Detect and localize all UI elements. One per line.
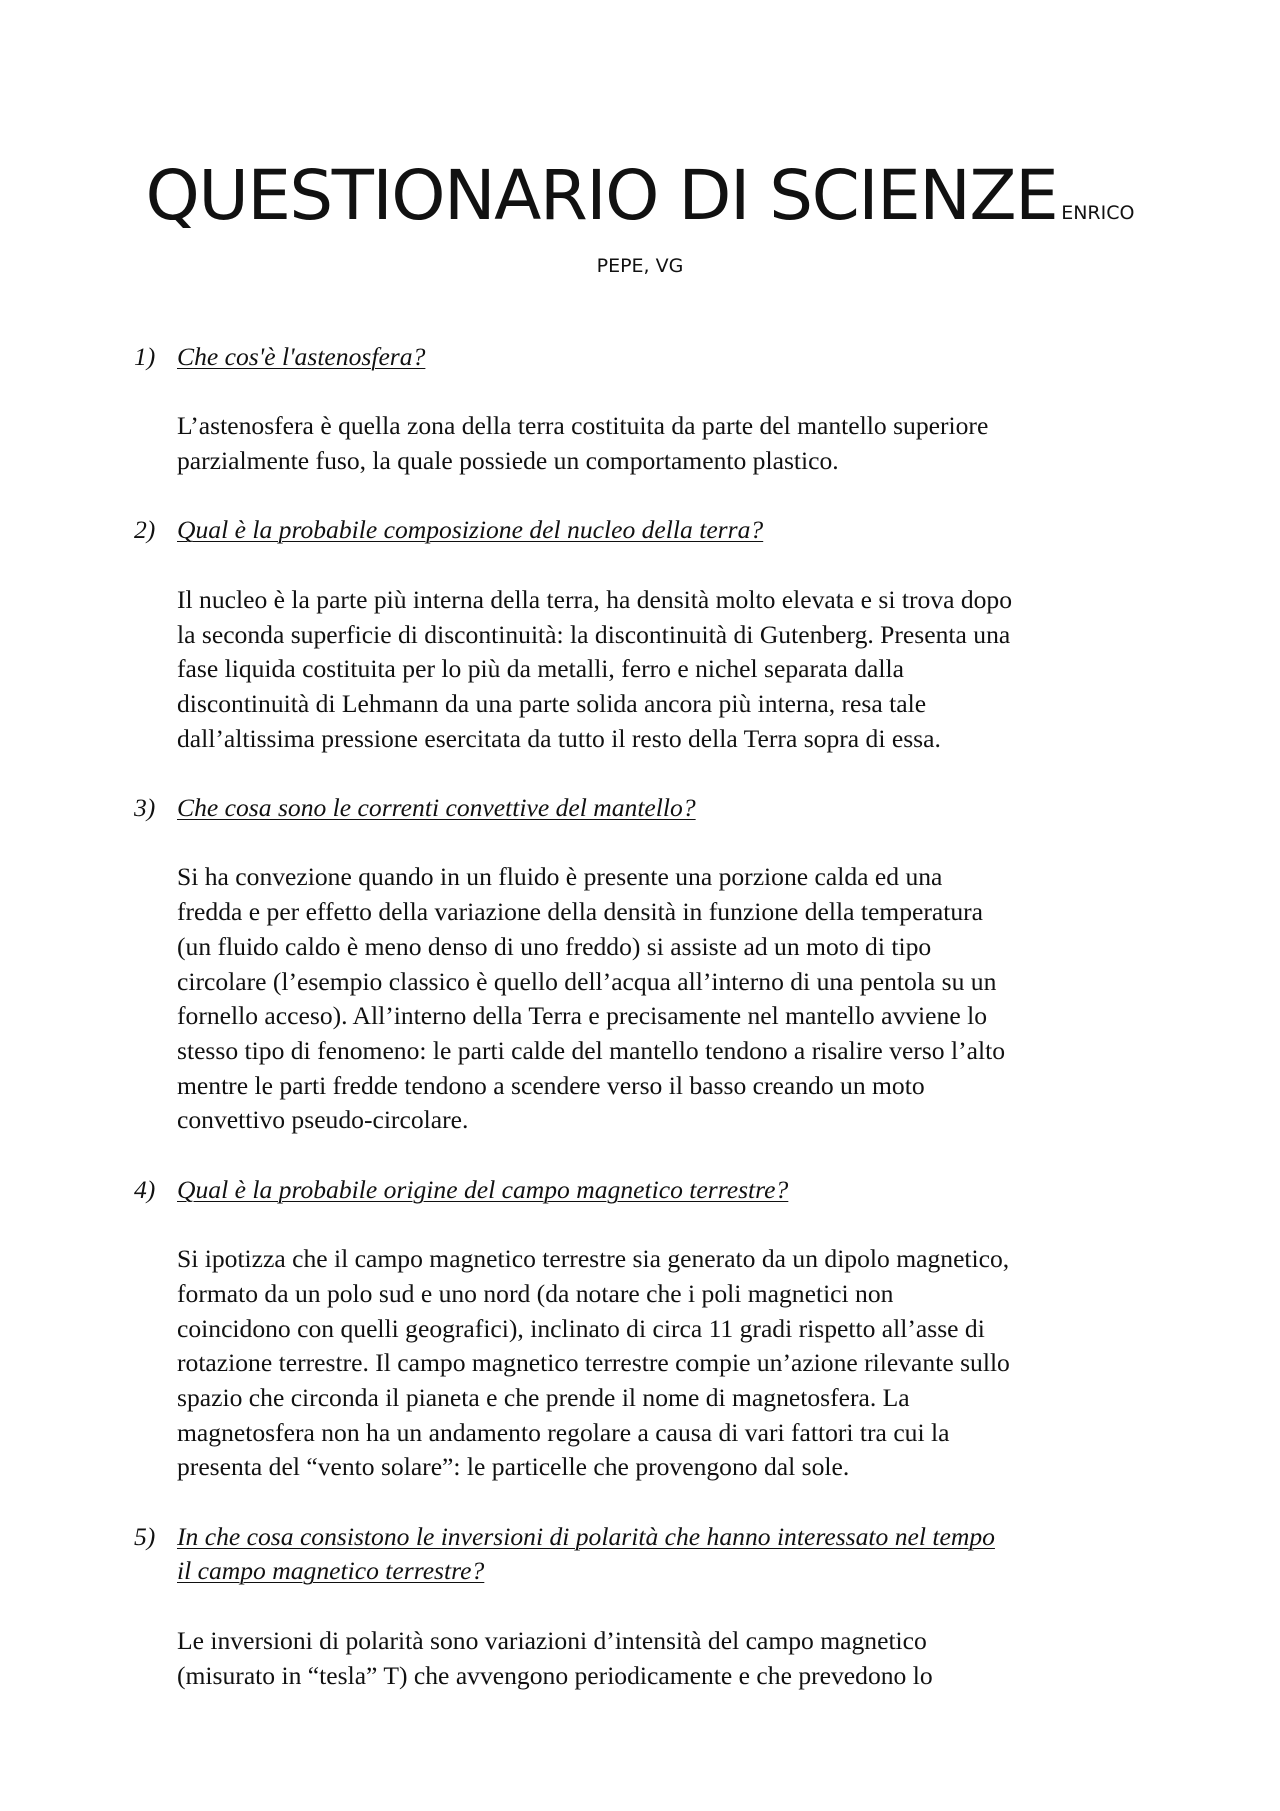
answer-line: convettivo pseudo-circolare. — [177, 1105, 469, 1135]
answer-line: L’astenosfera è quella zona della terra costituita da parte del mantello superiore — [177, 411, 989, 441]
question-number: 4) — [134, 1174, 156, 1204]
question-text-line-1: In che cosa consistono le inversioni di polarità che hanno interessato nel tempo — [177, 1521, 995, 1551]
answer-line: parzialmente fuso, la quale possiede un comportamento plastico. — [177, 446, 839, 476]
question-text: Qual è la probabile origine del campo magnetico terrestre? — [177, 1174, 789, 1204]
qa-item-1 — [134, 340, 1164, 479]
answer-line: fredda e per effetto della variazione della densità in funzione della temperatura — [177, 897, 984, 927]
answer-3 — [134, 860, 1187, 1138]
answer-line: mentre le parti fredde tendono a scendere verso il basso creando un moto — [177, 1070, 925, 1100]
answer-line: discontinuità di Lehmann da una parte solida ancora più interna, resa tale — [177, 688, 927, 718]
qa-item-3 — [134, 791, 1164, 1138]
question-number: 2) — [134, 515, 156, 545]
title-line — [100, 156, 1180, 236]
qa-item-2 — [134, 513, 1164, 756]
answer-line: spazio che circonda il pianeta e che prende il nome di magnetosfera. La — [177, 1382, 910, 1412]
answer-line: (un fluido caldo è meno denso di uno freddo) si assiste ad un moto di tipo — [177, 931, 932, 961]
question-number: 1) — [134, 342, 156, 371]
answer-line: Si ipotizza che il campo magnetico terrestre sia generato da un dipolo magnetico, — [177, 1244, 1010, 1274]
answer-line: la seconda superficie di discontinuità: la discontinuità di Gutenberg. Presenta una — [177, 619, 1011, 649]
answer-5 — [134, 1624, 1187, 1693]
answer-line: rotazione terrestre. Il campo magnetico terrestre compie un’azione rilevante sullo — [177, 1348, 1010, 1378]
question-text-line-2: il campo magnetico terrestre? — [177, 1556, 485, 1586]
question-number: 5) — [134, 1521, 156, 1551]
document-title: QUESTIONARIO DI SCIENZE — [145, 156, 1058, 236]
author-name-part1: ENRICO — [1061, 202, 1135, 224]
question-2 — [134, 513, 1164, 548]
question-4 — [134, 1173, 1164, 1208]
answer-line: (misurato in “tesla” T) che avvengono periodicamente e che prevedono lo — [177, 1660, 933, 1690]
question-5 — [134, 1520, 1164, 1589]
answer-line: fase liquida costituita per lo più da metalli, ferro e nichel separata dalla — [177, 654, 904, 684]
question-text: Che cosa sono le correnti convettive del mantello? — [177, 793, 696, 823]
answer-line: presenta del “vento solare”: le particelle che provengono dal sole. — [177, 1452, 850, 1482]
qa-item-5 — [134, 1520, 1164, 1694]
answer-line: stesso tipo di fenomeno: le parti calde del mantello tendono a risalire verso l’alto — [177, 1035, 1005, 1065]
answer-2 — [134, 583, 1187, 757]
answer-line: Si ha convezione quando in un fluido è presente una porzione calda ed una — [177, 862, 943, 892]
question-3 — [134, 791, 1164, 826]
qa-item-4 — [134, 1173, 1164, 1485]
question-number: 3) — [134, 793, 156, 823]
answer-line: Il nucleo è la parte più interna della terra, ha densità molto elevata e si trova dopo — [177, 584, 1013, 614]
question-text: Che cos'è l'astenosfera? — [177, 342, 426, 371]
question-text: Qual è la probabile composizione del nucleo della terra? — [177, 515, 764, 545]
title-block — [100, 156, 1180, 277]
answer-line: Le inversioni di polarità sono variazioni d’intensità del campo magnetico — [177, 1625, 927, 1655]
answer-line: dall’altissima pressione esercitata da tutto il resto della Terra sopra di essa. — [177, 723, 941, 753]
answer-line: magnetosfera non ha un andamento regolare a causa di vari fattori tra cui la — [177, 1417, 950, 1447]
author-name-part2: PEPE, VG — [596, 255, 684, 277]
answer-line: coincidono con quelli geografici), inclinato di circa 11 gradi rispetto all’asse di — [177, 1313, 985, 1343]
question-1 — [134, 340, 1164, 375]
answer-line: fornello acceso). All’interno della Terra e precisamente nel mantello avviene lo — [177, 1001, 987, 1031]
answer-4 — [134, 1242, 1187, 1485]
answer-1 — [134, 409, 1187, 478]
answer-line: formato da un polo sud e uno nord (da notare che i poli magnetici non — [177, 1278, 894, 1308]
answer-line: circolare (l’esempio classico è quello dell’acqua all’interno di una pentola su un — [177, 966, 997, 996]
questions-list — [134, 340, 1164, 1728]
